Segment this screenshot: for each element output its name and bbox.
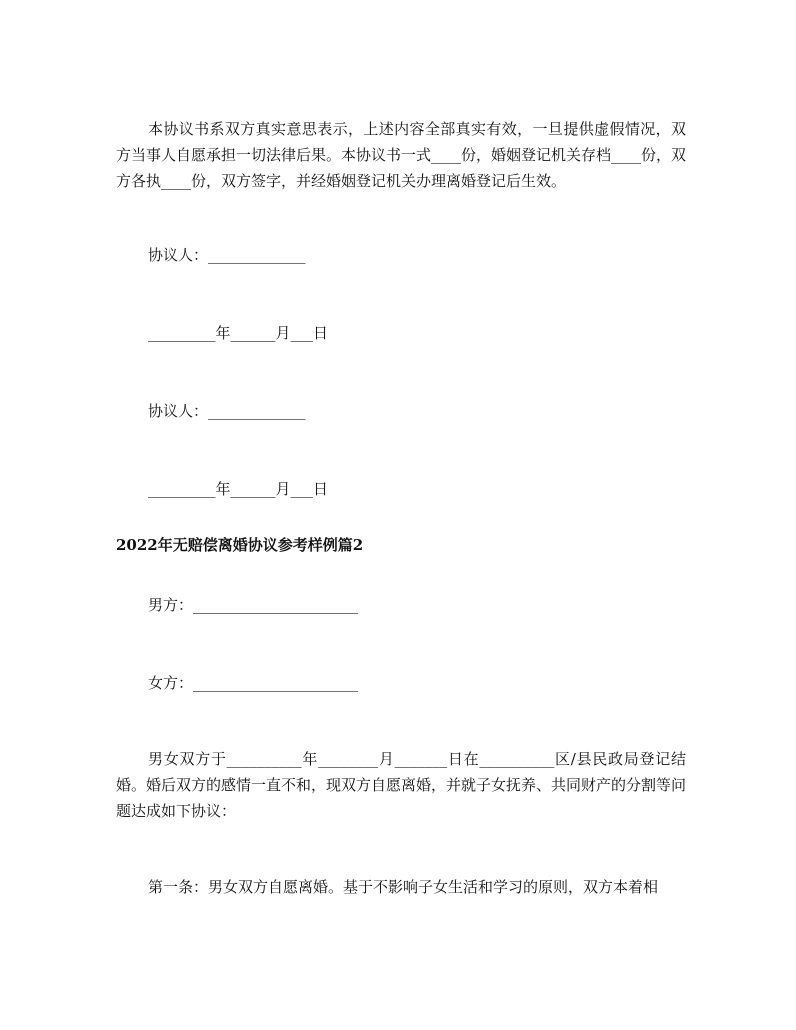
marriage-paragraph: 男女双方于__________年________月_______日在__________区/县民政局登记结婚。婚后双方的感情一直不和，现双方自愿离婚，并就子女抚养、共同财产的分割等问题达成如下协议：	[116, 750, 687, 820]
section-heading: 2022年无赔偿离婚协议参考样例篇2	[116, 536, 364, 554]
date-line-1: _________年______月___日	[148, 324, 329, 342]
signer-line-2: 协议人：_____________	[148, 402, 306, 420]
article-1-paragraph: 第一条：男女双方自愿离婚。基于不影响子女生活和学习的原则，双方本着相	[148, 878, 659, 896]
date-line-2: _________年______月___日	[148, 480, 329, 498]
validity-paragraph: 本协议书系双方真实意思表示，上述内容全部真实有效，一旦提供虚假情况，双方当事人自愿承担一切法律后果。本协议书一式____份，婚姻登记机关存档____份，双方各执____份，双方签字，并经婚姻登记机关办理离婚登记后生效。	[116, 120, 687, 190]
signer-line-1: 协议人：_____________	[148, 246, 306, 264]
male-party-line: 男方：______________________	[148, 596, 359, 614]
female-party-line: 女方：______________________	[148, 674, 359, 692]
